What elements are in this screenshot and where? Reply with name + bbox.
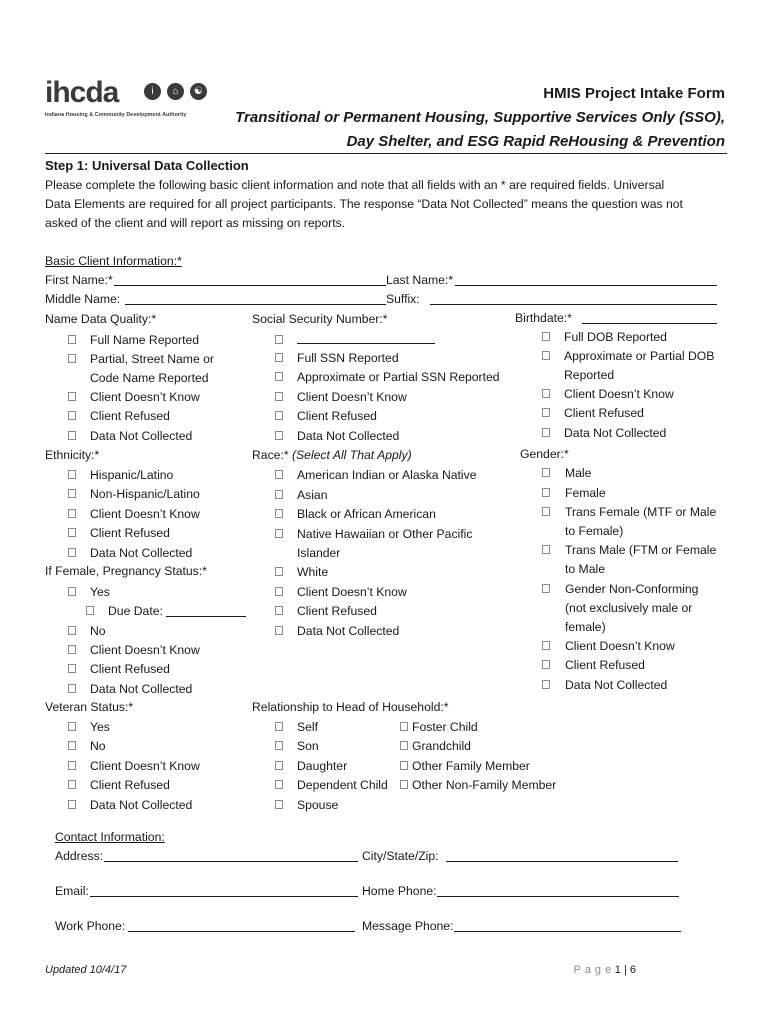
checkbox[interactable]: [68, 761, 76, 770]
relationship-option: Son: [297, 739, 319, 753]
gender-option-cont: to Female): [565, 524, 624, 538]
page-word: P a g e: [573, 964, 612, 976]
first-name-field[interactable]: [114, 285, 386, 286]
gender-option-cont: female): [565, 620, 606, 634]
logo-subtitle: Indiana Housing & Community Development Authority: [45, 112, 187, 118]
race-option: Client Doesn’t Know: [297, 585, 407, 599]
checkbox[interactable]: [68, 645, 76, 654]
checkbox[interactable]: [68, 626, 76, 635]
logo-wordmark: ihcda: [45, 76, 119, 109]
name-quality-option: Partial, Street Name or: [90, 352, 214, 366]
form-subtitle-line1: Transitional or Permanent Housing, Supportive Services Only (SSO),: [235, 109, 725, 126]
checkbox[interactable]: [542, 389, 550, 398]
middle-name-field[interactable]: [125, 304, 386, 305]
form-title: HMIS Project Intake Form: [543, 85, 725, 102]
ethnicity-option: Data Not Collected: [90, 546, 193, 560]
checkbox[interactable]: [275, 587, 283, 596]
birthdate-option: Client Doesn’t Know: [564, 387, 674, 401]
address-label: Address:: [55, 849, 104, 863]
checkbox[interactable]: [542, 488, 550, 497]
checkbox[interactable]: [68, 354, 76, 363]
relationship-option: Grandchild: [412, 739, 471, 753]
ethnicity-label: Ethnicity:*: [45, 448, 100, 462]
home-phone-field[interactable]: [437, 896, 679, 897]
contact-heading: Contact Information:: [55, 830, 165, 844]
first-name-label: First Name:*: [45, 273, 113, 287]
checkbox[interactable]: [275, 372, 283, 381]
relationship-option: Foster Child: [412, 720, 478, 734]
veteran-option: Client Doesn’t Know: [90, 759, 200, 773]
checkbox[interactable]: [68, 470, 76, 479]
ssn-label: Social Security Number:*: [252, 312, 388, 326]
checkbox[interactable]: [68, 587, 76, 596]
relationship-option: Dependent Child: [297, 778, 388, 792]
handshake-icon: ☯: [190, 83, 207, 100]
updated-date: Updated 10/4/17: [45, 964, 127, 976]
ssn-option: Data Not Collected: [297, 429, 400, 443]
gender-option: Male: [565, 466, 592, 480]
checkbox[interactable]: [542, 428, 550, 437]
ssn-option: Client Doesn’t Know: [297, 390, 407, 404]
work-phone-field[interactable]: [128, 931, 355, 932]
checkbox[interactable]: [542, 641, 550, 650]
step1-intro-line1: Please complete the following basic client information and note that all fields with an * are required fields. Universal: [45, 178, 665, 192]
checkbox[interactable]: [542, 507, 550, 516]
checkbox[interactable]: [275, 741, 283, 750]
info-icon: i: [144, 83, 161, 100]
email-label: Email:: [55, 884, 89, 898]
page-current: 1: [614, 964, 621, 976]
checkbox[interactable]: [400, 741, 408, 750]
birthdate-option: Approximate or Partial DOB: [564, 349, 715, 363]
birthdate-label: Birthdate:*: [515, 311, 572, 325]
checkbox[interactable]: [542, 332, 550, 341]
pregnancy-option: Data Not Collected: [90, 682, 193, 696]
city-state-zip-field[interactable]: [446, 861, 678, 862]
name-quality-option: Full Name Reported: [90, 333, 200, 347]
race-option: Native Hawaiian or Other Pacific: [297, 527, 473, 541]
veteran-option: No: [90, 739, 106, 753]
birthdate-field[interactable]: [582, 323, 717, 324]
checkbox[interactable]: [542, 660, 550, 669]
checkbox[interactable]: [68, 684, 76, 693]
ethnicity-option: Non-Hispanic/Latino: [90, 487, 200, 501]
checkbox[interactable]: [275, 761, 283, 770]
city-state-zip-label: City/State/Zip:: [362, 849, 439, 863]
name-quality-option: Data Not Collected: [90, 429, 193, 443]
checkbox[interactable]: [275, 411, 283, 420]
checkbox[interactable]: [68, 664, 76, 673]
race-option: Data Not Collected: [297, 624, 400, 638]
gender-option: Gender Non-Conforming: [565, 582, 699, 596]
checkbox[interactable]: [275, 626, 283, 635]
checkbox[interactable]: [542, 680, 550, 689]
message-phone-label: Message Phone:: [362, 919, 454, 933]
race-option-cont: Islander: [297, 546, 341, 560]
checkbox[interactable]: [68, 741, 76, 750]
name-quality-option: Client Refused: [90, 409, 170, 423]
relationship-option: Other Family Member: [412, 759, 530, 773]
checkbox[interactable]: [275, 722, 283, 731]
checkbox[interactable]: [275, 392, 283, 401]
ssn-option: Approximate or Partial SSN Reported: [297, 370, 500, 384]
checkbox[interactable]: [275, 335, 283, 344]
relationship-option: Daughter: [297, 759, 348, 773]
race-option: Black or African American: [297, 507, 436, 521]
race-label-text: Race:*: [252, 448, 289, 462]
checkbox[interactable]: [542, 408, 550, 417]
gender-option: Client Refused: [565, 658, 645, 672]
relationship-label: Relationship to Head of Household:*: [252, 700, 449, 714]
pregnancy-option: No: [90, 624, 106, 638]
checkbox[interactable]: [86, 606, 94, 615]
checkbox[interactable]: [275, 353, 283, 362]
email-field[interactable]: [90, 896, 358, 897]
ssn-option: Full SSN Reported: [297, 351, 399, 365]
checkbox[interactable]: [400, 761, 408, 770]
relationship-option: Other Non-Family Member: [412, 778, 557, 792]
checkbox[interactable]: [275, 470, 283, 479]
due-date-field[interactable]: [166, 616, 246, 617]
suffix-label: Suffix:: [386, 292, 420, 306]
pregnancy-option: Client Doesn’t Know: [90, 643, 200, 657]
ethnicity-option: Hispanic/Latino: [90, 468, 174, 482]
gender-option: Female: [565, 486, 606, 500]
checkbox[interactable]: [275, 509, 283, 518]
gender-option-cont: (not exclusively male or: [565, 601, 693, 615]
name-quality-option-cont: Code Name Reported: [90, 371, 209, 385]
race-option: White: [297, 565, 329, 579]
pregnancy-option: Yes: [90, 585, 110, 599]
relationship-option: Spouse: [297, 798, 339, 812]
last-name-label: Last Name:*: [386, 273, 454, 287]
page-number: [574, 964, 636, 976]
race-label: [252, 448, 412, 462]
form-subtitle-line2: Day Shelter, and ESG Rapid ReHousing & Prevention: [346, 133, 725, 150]
step1-intro-line3: asked of the client and will report as missing on reports.: [45, 216, 346, 230]
birthdate-option: Data Not Collected: [564, 426, 667, 440]
address-field[interactable]: [104, 861, 358, 862]
veteran-option: Client Refused: [90, 778, 170, 792]
gender-option: Trans Male (FTM or Female: [565, 543, 717, 557]
race-option: Client Refused: [297, 604, 377, 618]
page-separator: |: [623, 964, 627, 976]
ethnicity-option: Client Refused: [90, 526, 170, 540]
checkbox[interactable]: [275, 780, 283, 789]
checkbox[interactable]: [275, 431, 283, 440]
basic-info-heading: Basic Client Information:*: [45, 254, 182, 268]
page-total: 6: [629, 964, 636, 976]
race-option: Asian: [297, 488, 328, 502]
checkbox[interactable]: [400, 722, 408, 731]
birthdate-option: Full DOB Reported: [564, 330, 667, 344]
checkbox[interactable]: [400, 780, 408, 789]
checkbox[interactable]: [68, 780, 76, 789]
checkbox[interactable]: [275, 490, 283, 499]
checkbox[interactable]: [68, 548, 76, 557]
gender-option: Data Not Collected: [565, 678, 668, 692]
last-name-field[interactable]: [455, 285, 717, 286]
checkbox[interactable]: [68, 489, 76, 498]
gender-option: Client Doesn’t Know: [565, 639, 675, 653]
checkbox[interactable]: [542, 545, 550, 554]
pregnancy-label: If Female, Pregnancy Status:*: [45, 564, 207, 578]
checkbox[interactable]: [275, 800, 283, 809]
pregnancy-option: Client Refused: [90, 662, 170, 676]
work-phone-label: Work Phone:: [55, 919, 126, 933]
checkbox[interactable]: [68, 722, 76, 731]
checkbox[interactable]: [542, 351, 550, 360]
name-quality-option: Client Doesn’t Know: [90, 390, 200, 404]
checkbox[interactable]: [68, 528, 76, 537]
gender-label: Gender:*: [520, 447, 569, 461]
birthdate-option: Client Refused: [564, 406, 644, 420]
checkbox[interactable]: [68, 800, 76, 809]
gender-option: Trans Female (MTF or Male: [565, 505, 717, 519]
ssn-field[interactable]: [297, 343, 435, 344]
due-date-label: Due Date:: [108, 604, 163, 618]
house-icon: ⌂: [167, 83, 184, 100]
header-divider: [45, 153, 727, 154]
checkbox[interactable]: [68, 509, 76, 518]
checkbox[interactable]: [68, 411, 76, 420]
veteran-option: Yes: [90, 720, 110, 734]
checkbox[interactable]: [68, 392, 76, 401]
relationship-option: Self: [297, 720, 319, 734]
checkbox[interactable]: [275, 529, 283, 538]
step1-title: Step 1: Universal Data Collection: [45, 158, 249, 173]
gender-option-cont: to Male: [565, 562, 605, 576]
checkbox[interactable]: [275, 606, 283, 615]
suffix-field[interactable]: [430, 304, 717, 305]
name-quality-label: Name Data Quality:*: [45, 312, 157, 326]
checkbox[interactable]: [542, 468, 550, 477]
veteran-label: Veteran Status:*: [45, 700, 134, 714]
checkbox[interactable]: [275, 567, 283, 576]
step1-intro-line2: Data Elements are required for all project participants. The response “Data Not Collected” means the question was not: [45, 197, 683, 211]
middle-name-label: Middle Name:: [45, 292, 121, 306]
veteran-option: Data Not Collected: [90, 798, 193, 812]
message-phone-field[interactable]: [454, 931, 681, 932]
home-phone-label: Home Phone:: [362, 884, 437, 898]
ssn-option: Client Refused: [297, 409, 377, 423]
checkbox[interactable]: [542, 584, 550, 593]
race-option: American Indian or Alaska Native: [297, 468, 477, 482]
ethnicity-option: Client Doesn’t Know: [90, 507, 200, 521]
checkbox[interactable]: [68, 335, 76, 344]
birthdate-option-cont: Reported: [564, 368, 615, 382]
race-label-note: (Select All That Apply): [291, 448, 412, 462]
checkbox[interactable]: [68, 431, 76, 440]
